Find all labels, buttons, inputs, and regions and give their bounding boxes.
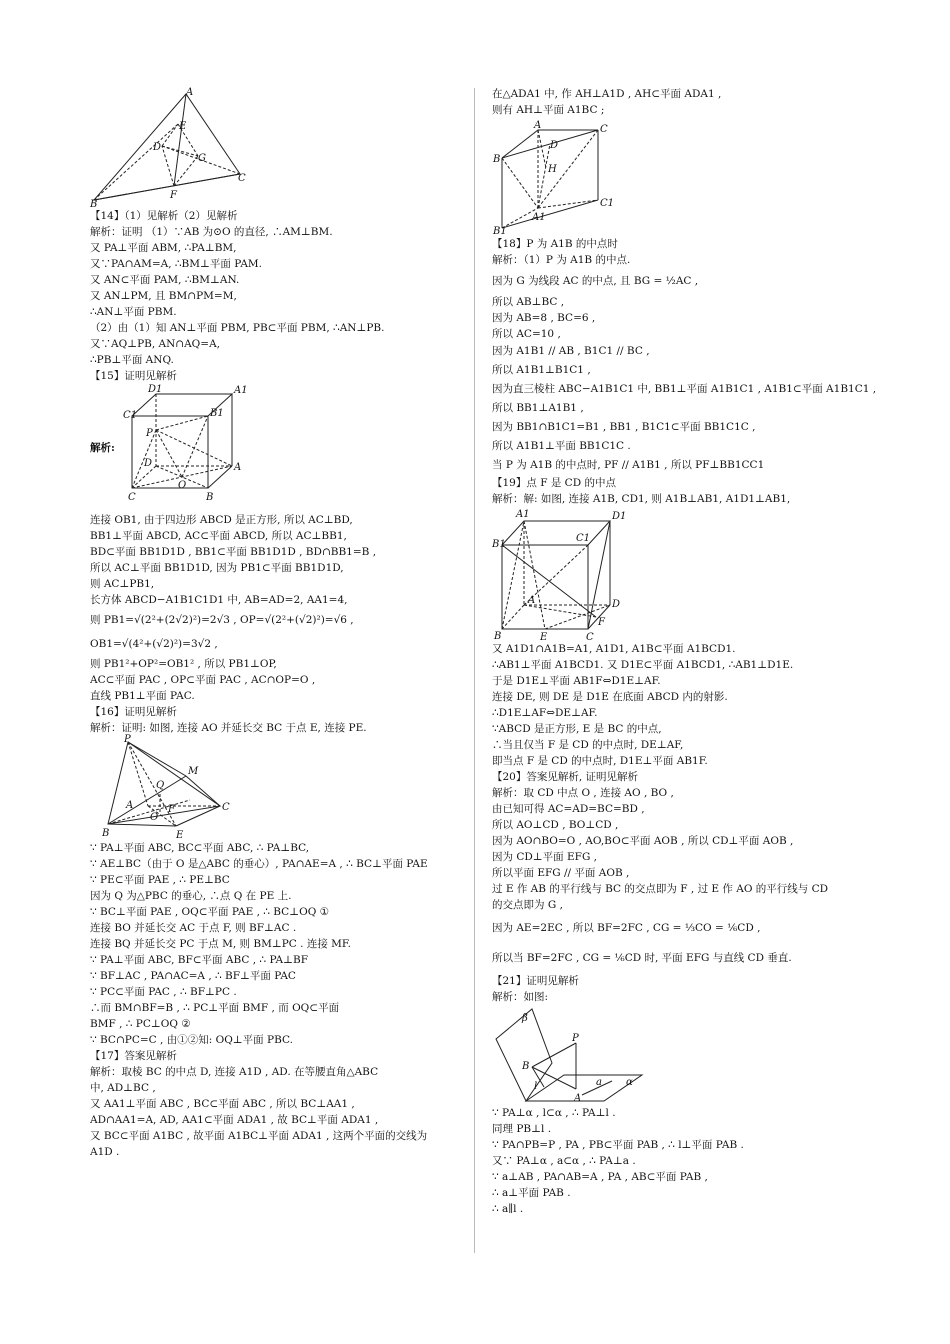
q15-title: 【15】证明见解析: [90, 370, 177, 382]
figure-q14-tetrahedron: [90, 86, 460, 208]
fig19-label: E: [540, 632, 548, 643]
q17-cont-line: 在△ADA1 中, 作 AH⊥A1D , AH⊂平面 ADA1 ,: [492, 88, 722, 100]
fig16-label: A: [126, 800, 134, 811]
q17-line: 又 BC⊂平面 A1BC , 故平面 A1BC⊥平面 ADA1 , 这两个平面的交线为: [90, 1130, 428, 1142]
fig19-label: D1: [612, 511, 627, 522]
q20-line: 因为 AE=2EC , 所以 BF=2FC , CG = ⅓CO = ⅙CD ,: [492, 922, 761, 934]
q18-line: 所以 AB⊥BC ,: [492, 296, 565, 308]
question-21: [492, 973, 872, 1217]
q19-line: ∴AB1⊥平面 A1BCD1. 又 D1E⊂平面 A1BCD1, ∴AB1⊥D1E.: [492, 659, 794, 671]
q14-title: 【14】（1）见解析（2）见解析: [90, 210, 238, 222]
q17-line: AD∩AA1=A, AD, AA1⊂平面 ADA1 , 故 BC⊥平面 ADA1 ,: [90, 1114, 379, 1126]
q15-line: BB1⊥平面 ABCD, AC⊂平面 ABCD, 所以 AC⊥BB1,: [90, 530, 347, 542]
q15-line: 所以 AC⊥平面 BB1D1D, 因为 PB1⊂平面 BB1D1D,: [90, 562, 344, 574]
q14-line: 又∵PA∩AM=A, ∴BM⊥平面 PAM.: [90, 258, 263, 270]
q20-line: 因为 AO∩BO=O , AO,BO⊂平面 AOB , 所以 CD⊥平面 AOB ,: [492, 835, 794, 847]
fig21-label: α: [626, 1077, 633, 1088]
q14-line: 又∵AQ⊥PB, AN∩AQ=A,: [90, 338, 220, 350]
q16-line: ∵ PE⊂平面 PAE , ∴ PE⊥BC: [90, 874, 230, 886]
question-20: [492, 769, 872, 973]
fig21-label: a: [596, 1077, 602, 1088]
fig21-label: l: [534, 1081, 538, 1092]
q16-line: 连接 BO 并延长交 AC 于点 F, 则 BF⊥AC .: [90, 922, 297, 934]
q14-line: 解析：证明 （1）∵AB 为⊙O 的直径, ∴AM⊥BM.: [90, 226, 333, 238]
fig19-label: A: [528, 595, 536, 606]
q17-cont-line: 则有 AH⊥平面 A1BC ;: [492, 104, 605, 116]
q18-line: 因为直三棱柱 ABC−A1B1C1 中, BB1⊥平面 A1B1C1 , A1B1⊂平面 A1B1C1 ,: [492, 383, 877, 395]
question-19: [492, 475, 872, 769]
fig19-label: B1: [492, 539, 506, 550]
q20-line: 所以 AO⊥CD , BO⊥CD ,: [492, 819, 619, 831]
q21-line: ∵ a⊥AB , PA∩AB=A , PA , AB⊂平面 PAB ,: [492, 1171, 708, 1183]
q18-line: 因为 AB=8 , BC=6 ,: [492, 312, 596, 324]
q16-line: ∵ BF⊥AC , PA∩AC=A , ∴ BF⊥平面 PAC: [90, 970, 296, 982]
q18-title: 【18】P 为 A1B 的中点时: [492, 238, 618, 250]
question-14: [90, 208, 460, 368]
q14-line: ∴PB⊥平面 ANQ.: [90, 354, 174, 366]
q20-line: 解析：取 CD 中点 O , 连接 AO , BO ,: [492, 787, 674, 799]
q16-line: BMF , ∴ PC⊥OQ ②: [90, 1018, 191, 1030]
fig15-label: C: [128, 492, 136, 503]
q19-line: ∵ABCD 是正方形, E 是 BC 的中点,: [492, 723, 662, 735]
fig14-label: D: [153, 142, 162, 153]
q15-line: 则 PB1=√(2²+(2√2)²)=2√3 , OP=√(2²+(√2)²)=√6 ,: [90, 614, 354, 626]
q14-line: 又 PA⊥平面 ABM, ∴PA⊥BM,: [90, 242, 237, 254]
q20-line: 的交点即为 G ,: [492, 899, 563, 911]
q18-line: 当 P 为 A1B 的中点时, PF // A1B1 , 所以 PF⊥BB1CC1: [492, 459, 765, 471]
q14-line: （2）由（1）知 AN⊥平面 PBM, PB⊂平面 PBM, ∴AN⊥PB.: [90, 322, 385, 334]
fig17-label: C1: [600, 198, 615, 209]
fig15-label: B: [206, 492, 214, 503]
q16-line: 因为 Q 为△PBC 的垂心, ∴点 Q 在 PE 上.: [90, 890, 292, 902]
q15-label: 解析:: [90, 442, 115, 454]
q16-line: ∵ PA⊥平面 ABC, BC⊂平面 ABC, ∴ PA⊥BC,: [90, 842, 310, 854]
q21-line: 同理 PB⊥l .: [492, 1123, 552, 1135]
q18-line: 因为 BB1∩B1C1=B1 , BB1 , B1C1⊂平面 BB1C1C ,: [492, 421, 756, 433]
fig16-label: Q: [156, 780, 165, 791]
q19-line: ∴当且仅当 F 是 CD 的中点时, DE⊥AF,: [492, 739, 684, 751]
q15-line: 则 PB1²+OP²=OB1² , 所以 PB1⊥OP,: [90, 658, 277, 670]
fig19-label: C1: [576, 533, 591, 544]
q17-line: 中, AD⊥BC ,: [90, 1082, 156, 1094]
fig17-label: B: [493, 154, 501, 165]
q17-line: 解析：取棱 BC 的中点 D, 连接 A1D , AD. 在等腰直角△ABC: [90, 1066, 379, 1078]
q14-line: 又 AN⊂平面 PAM, ∴BM⊥AN.: [90, 274, 240, 286]
q21-line: ∴ a∥l .: [492, 1203, 524, 1215]
q20-line: 所以平面 EFG // 平面 AOB ,: [492, 867, 630, 879]
fig16-label: O: [150, 812, 159, 823]
fig17-label: A: [534, 120, 542, 131]
q21-line: ∴ a⊥平面 PAB .: [492, 1187, 571, 1199]
q19-title: 【19】点 F 是 CD 的中点: [492, 477, 616, 489]
fig19-label: F: [598, 617, 605, 628]
q20-line: 过 E 作 AB 的平行线与 BC 的交点即为 F , 过 E 作 AO 的平行线与 CD: [492, 883, 829, 895]
fig14-label: B: [90, 199, 98, 210]
q17-line: 又 AA1⊥平面 ABC , BC⊂平面 ABC , 所以 BC⊥AA1 ,: [90, 1098, 355, 1110]
right-column: [492, 86, 877, 1217]
fig14-label: E: [179, 121, 187, 132]
fig16-label: P: [124, 734, 131, 745]
q19-line: ∴D1E⊥AF⇔DE⊥AF.: [492, 707, 598, 719]
fig17-label: B1: [493, 226, 507, 237]
q15-line: OB1=√(4²+(√2)²)=3√2 ,: [90, 638, 218, 650]
q19-line: 于是 D1E⊥平面 AB1F⇔D1E⊥AF.: [492, 675, 661, 687]
fig21-label: β: [522, 1013, 528, 1024]
q20-line: 因为 CD⊥平面 EFG ,: [492, 851, 598, 863]
q20-line: 所以当 BF=2FC , CG = ⅙CD 时, 平面 EFG 与直线 CD 垂直.: [492, 952, 792, 964]
q21-line: 又∵ PA⊥α , a⊂α , ∴ PA⊥a .: [492, 1155, 636, 1167]
fig19-label: C: [586, 632, 594, 643]
q18-line: 因为 G 为线段 AC 的中点, 且 BG = ½AC ,: [492, 275, 699, 287]
fig16-label: C: [222, 802, 230, 813]
fig19-label: D: [612, 599, 621, 610]
q19-line: 解析：解: 如图, 连接 A1B, CD1, 则 A1B⊥AB1, A1D1⊥AB1,: [492, 493, 791, 505]
column-divider: [474, 88, 475, 1253]
q16-line: 连接 BQ 并延长交 PC 于点 M, 则 BM⊥PC . 连接 MF.: [90, 938, 351, 950]
q21-title: 【21】证明见解析: [492, 975, 579, 987]
q15-line: 长方体 ABCD−A1B1C1D1 中, AB=AD=2, AA1=4,: [90, 594, 348, 606]
q16-line: ∴而 BM∩BF=B , ∴ PC⊥平面 BMF , 而 OQ⊂平面: [90, 1002, 340, 1014]
fig16-label: F: [168, 804, 175, 815]
q16-line: ∵ PC⊂平面 PAC , ∴ BF⊥PC .: [90, 986, 237, 998]
left-column: [90, 86, 460, 1160]
question-18: [492, 236, 877, 475]
q14-line: ∴AN⊥平面 PBM.: [90, 306, 177, 318]
fig21-label: P: [572, 1033, 579, 1044]
figure-q16-pyramid: [90, 736, 250, 840]
fig19-label: B: [494, 631, 502, 642]
q18-line: 解析：（1）P 为 A1B 的中点.: [492, 254, 631, 266]
q19-line: 连接 DE, 则 DE 是 D1E 在底面 ABCD 内的射影.: [492, 691, 728, 703]
q14-line: 又 AN⊥PM, 且 BM∩PM=M,: [90, 290, 237, 302]
q21-line: ∵ PA∩PB=P , PA , PB⊂平面 PAB , ∴ l⊥平面 PAB .: [492, 1139, 744, 1151]
fig15-label: D: [144, 458, 153, 469]
fig14-label: A: [186, 87, 194, 98]
fig16-label: M: [188, 766, 199, 777]
fig17-label: D: [550, 140, 559, 151]
q21-line: ∵ PA⊥α , l⊂α , ∴ PA⊥l .: [492, 1107, 616, 1119]
question-15: [90, 368, 460, 704]
fig15-label: O: [178, 480, 187, 491]
q18-line: 所以 A1B1⊥B1C1 ,: [492, 364, 591, 376]
q15-line: AC⊂平面 PAC , OP⊂平面 PAC , AC∩OP=O ,: [90, 674, 316, 686]
fig14-label: G: [198, 153, 206, 164]
q20-line: 由已知可得 AC=AD=BC=BD ,: [492, 803, 645, 815]
q18-line: 所以 A1B1⊥平面 BB1C1C .: [492, 440, 631, 452]
q19-line: 即当点 F 是 CD 的中点时, D1E⊥平面 AB1F.: [492, 755, 708, 767]
fig16-label: B: [102, 828, 110, 839]
q18-line: 所以 BB1⊥A1B1 ,: [492, 402, 584, 414]
fig21-label: B: [522, 1061, 530, 1072]
q21-line: 解析：如图:: [492, 991, 549, 1003]
q16-line: 解析：证明: 如图, 连接 AO 并延长交 BC 于点 E, 连接 PE.: [90, 722, 367, 734]
fig21-label: A: [574, 1093, 582, 1104]
q15-line: BD⊂平面 BB1D1D , BB1⊂平面 BB1D1D , BD∩BB1=B ,: [90, 546, 377, 558]
fig17-label: A1: [532, 212, 546, 223]
q18-line: 所以 AC=10 ,: [492, 328, 561, 340]
q18-line: 因为 A1B1 // AB , B1C1 // BC ,: [492, 345, 650, 357]
q15-line: 连接 OB1, 由于四边形 ABCD 是正方形, 所以 AC⊥BD,: [90, 514, 353, 526]
q17-line: A1D .: [90, 1146, 120, 1158]
fig15-label: P: [146, 428, 153, 439]
q15-line: 直线 PB1⊥平面 PAC.: [90, 690, 195, 702]
fig15-label: D1: [148, 384, 163, 395]
q17-title: 【17】答案见解析: [90, 1050, 177, 1062]
fig19-label: A1: [516, 509, 530, 520]
question-17: [90, 1048, 460, 1160]
figure-q21-planes: [492, 1005, 652, 1105]
fig16-label: E: [176, 830, 184, 841]
fig17-label: H: [548, 164, 557, 175]
q16-line: ∵ AE⊥BC（由于 O 是△ABC 的垂心）, PA∩AE=A , ∴ BC⊥平面 PAE: [90, 858, 428, 870]
fig14-label: C: [238, 173, 246, 184]
q15-line: 则 AC⊥PB1,: [90, 578, 155, 590]
fig17-label: C: [600, 124, 608, 135]
figure-q15-cuboid: [123, 384, 256, 512]
fig15-label: B1: [210, 408, 224, 419]
fig15-label: A: [234, 462, 242, 473]
figure-q17-prism: [492, 118, 622, 236]
fig14-label: F: [170, 190, 177, 201]
fig15-label: A1: [234, 385, 248, 396]
q16-line: ∵ BC⊥平面 PAE , OQ⊂平面 PAE , ∴ BC⊥OQ ①: [90, 906, 330, 918]
q19-line: 又 A1D1∩A1B=A1, A1D1, A1B⊂平面 A1BCD1.: [492, 643, 736, 655]
figure-q19-cube: [492, 507, 632, 641]
q20-title: 【20】答案见解析, 证明见解析: [492, 771, 639, 783]
q16-line: ∵ BC∩PC=C , 由①②知: OQ⊥平面 PBC.: [90, 1034, 293, 1046]
q16-title: 【16】证明见解析: [90, 706, 177, 718]
question-16: [90, 704, 460, 1048]
fig15-label: C1: [123, 410, 138, 421]
q16-line: ∵ PA⊥平面 ABC, BF⊂平面 ABC , ∴ PA⊥BF: [90, 954, 308, 966]
